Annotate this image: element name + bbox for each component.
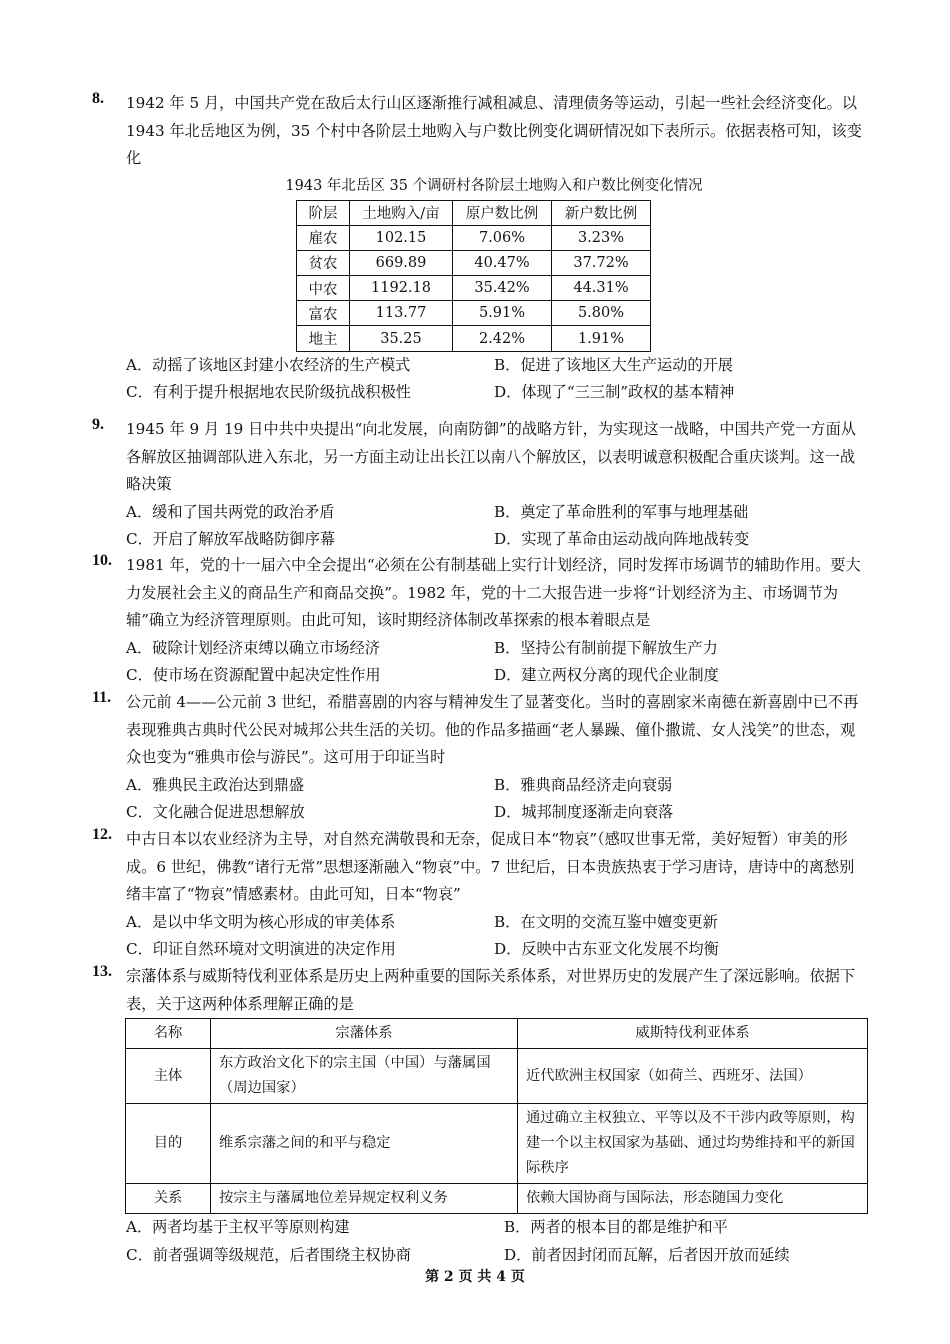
options: [126, 499, 862, 554]
table-cell: 113.77: [350, 301, 453, 326]
options: [126, 772, 862, 827]
question-number: 10.: [92, 552, 112, 569]
table-row: [126, 1184, 868, 1214]
table-row: [297, 301, 651, 326]
options: [126, 352, 862, 407]
option-a[interactable]: A．破除计划经济束缚以确立市场经济: [126, 638, 380, 657]
option-c[interactable]: C．文化融合促进思想解放: [126, 803, 305, 821]
question-text: 1945 年 9 月 19 日中共中央提出“向北发展，向南防御”的战略方针，为实现这一战略，中国共产党一方面从各解放区抽调部队进入东北，另一方面主动让出长江以南八个解放区，以表明诚意积极配合重庆谈判。这一战略决策: [126, 420, 856, 493]
table-cell: 通过确立主权独立、平等以及不干涉内政等原则，构建一个以主权国家为基础、通过均势维持和平的新国际秩序: [518, 1104, 868, 1184]
question-8: [92, 90, 862, 407]
option-c[interactable]: C．有利于提升根据地农民阶级抗战积极性: [126, 383, 411, 402]
table-cell: 35.25: [350, 326, 453, 351]
table-cell: 富农: [297, 301, 350, 326]
question-text: 公元前 4——公元前 3 世纪，希腊喜剧的内容与精神发生了显著变化。当时的喜剧家米南德在新喜剧中已不再表现雅典古典时代公民对城邦公共生活的关切。他的作品多描画“老人暴躁、僮仆撒谎、女人浅笑”的世态，观众也变为“雅典市侩与游民”。这可用于印证当时: [126, 693, 859, 766]
question-13: [92, 963, 882, 1269]
question-number: 12.: [92, 826, 112, 843]
option-d[interactable]: D．城邦制度逐渐走向衰落: [494, 803, 674, 821]
table-header-cell: 名称: [126, 1019, 211, 1049]
table-header-row: [126, 1019, 868, 1049]
table-cell: 102.15: [350, 225, 453, 250]
option-a[interactable]: A．两者均基于主权平等原则构建: [126, 1218, 350, 1236]
option-d[interactable]: D．建立两权分离的现代企业制度: [494, 666, 719, 684]
table-cell: 35.42%: [453, 276, 552, 301]
table-cell: 669.89: [350, 250, 453, 275]
option-c[interactable]: C．开启了解放军战略防御序幕: [126, 530, 336, 548]
table-row: [297, 276, 651, 301]
option-a[interactable]: A．缓和了国共两党的政治矛盾: [126, 502, 335, 521]
options: [126, 1214, 882, 1269]
table-cell: 1.91%: [552, 326, 651, 351]
table-header-row: [297, 200, 651, 225]
table-cell: 中农: [297, 276, 350, 301]
table-cell: 依赖大国协商与国际法，形态随国力变化: [518, 1184, 868, 1214]
option-b[interactable]: B．在文明的交流互鉴中嬗变更新: [494, 912, 718, 931]
table-cell: 近代欧洲主权国家（如荷兰、西班牙、法国）: [518, 1049, 868, 1104]
question-11: [92, 689, 862, 827]
option-b[interactable]: B．雅典商品经济走向衰弱: [494, 775, 673, 794]
option-a[interactable]: A．雅典民主政治达到鼎盛: [126, 775, 305, 794]
table-cell: 关系: [126, 1184, 211, 1214]
question-9: [92, 416, 862, 554]
question-number: 13.: [92, 963, 112, 980]
table-header-cell: 原户数比例: [453, 200, 552, 225]
question-12: [92, 826, 862, 964]
table-cell: 维系宗藩之间的和平与稳定: [211, 1104, 518, 1184]
table-row: [297, 326, 651, 351]
question-text: 中古日本以农业经济为主导，对自然充满敬畏和无奈，促成日本“物哀”（感叹世事无常，美好短暂）审美的形成。6 世纪，佛教“诸行无常”思想逐渐融入“物哀”中。7 世纪后，日本贵族热衷于学习唐诗，唐诗中的离愁别绪丰富了“物哀”情感素材。由此可知，日本“物哀”: [126, 830, 855, 903]
table-cell: 1192.18: [350, 276, 453, 301]
table-caption: 1943 年北岳区 35 个调研村各阶层土地购入和户数比例变化情况: [285, 177, 703, 194]
question-text: 1981 年，党的十一届六中全会提出“必须在公有制基础上实行计划经济，同时发挥市场调节的辅助作用。要大力发展社会主义的商品生产和商品交换”。1982 年，党的十二大报告进一步将“计划经济为主、市场调节为辅”确立为经济管理原则。由此可知，该时期经济体制改革探索的根本着眼点是: [126, 556, 861, 629]
table-cell: 贫农: [297, 250, 350, 275]
option-a[interactable]: A．动摇了该地区封建小农经济的生产模式: [126, 355, 411, 374]
table-cell: 40.47%: [453, 250, 552, 275]
table-header-cell: 宗藩体系: [211, 1019, 518, 1049]
table-cell: 主体: [126, 1049, 211, 1104]
table-cell: 地主: [297, 326, 350, 351]
table-cell: 44.31%: [552, 276, 651, 301]
table-cell: 按宗主与藩属地位差异规定权利义务: [211, 1184, 518, 1214]
table-cell: 7.06%: [453, 225, 552, 250]
question-number: 9.: [92, 416, 104, 433]
table-cell: 目的: [126, 1104, 211, 1184]
table-row: [126, 1049, 868, 1104]
option-d[interactable]: D．反映中古东亚文化发展不均衡: [494, 940, 719, 958]
options: [126, 635, 862, 690]
options: [126, 909, 862, 964]
option-d[interactable]: D．实现了革命由运动战向阵地战转变: [494, 530, 750, 548]
question-number: 11.: [92, 689, 112, 706]
table-cell: 5.80%: [552, 301, 651, 326]
table-header-cell: 新户数比例: [552, 200, 651, 225]
table-cell: 37.72%: [552, 250, 651, 275]
table-cell: 2.42%: [453, 326, 552, 351]
option-b[interactable]: B．奠定了革命胜利的军事与地理基础: [494, 502, 749, 521]
option-c[interactable]: C．使市场在资源配置中起决定性作用: [126, 666, 381, 684]
table-header-cell: 土地购入/亩: [350, 200, 453, 225]
option-c[interactable]: C．前者强调等级规范，后者围绕主权协商: [126, 1245, 411, 1264]
table-row: [297, 225, 651, 250]
question-10: [92, 552, 862, 690]
option-b[interactable]: B．坚持公有制前提下解放生产力: [494, 638, 718, 657]
page-footer: 第 2 页 共 4 页: [425, 1269, 525, 1285]
table-row: [126, 1104, 868, 1184]
option-d[interactable]: D．前者因封闭而瓦解，后者因开放而延续: [504, 1245, 790, 1264]
option-a[interactable]: A．是以中华文明为核心形成的审美体系: [126, 912, 396, 931]
table-header-cell: 威斯特伐利亚体系: [518, 1019, 868, 1049]
option-d[interactable]: D．体现了“三三制”政权的基本精神: [494, 383, 735, 402]
option-b[interactable]: B．促进了该地区大生产运动的开展: [494, 355, 733, 374]
table-cell: 雇农: [297, 225, 350, 250]
question-number: 8.: [92, 90, 104, 107]
land-table: [296, 200, 651, 352]
table-row: [297, 250, 651, 275]
question-text: 1942 年 5 月，中国共产党在敌后太行山区逐渐推行减租减息、清理债务等运动，引起一些社会经济变化。以 1943 年北岳地区为例，35 个村中各阶层土地购入与户数比例变化调研情况如下表所示。依据表格可知，该变化: [126, 94, 862, 167]
table-cell: 5.91%: [453, 301, 552, 326]
question-text: 宗藩体系与威斯特伐利亚体系是历史上两种重要的国际关系体系，对世界历史的发展产生了深远影响。依据下表，关于这两种体系理解正确的是: [126, 967, 855, 1013]
table-header-cell: 阶层: [297, 200, 350, 225]
option-c[interactable]: C．印证自然环境对文明演进的决定作用: [126, 940, 396, 958]
systems-table: [125, 1018, 868, 1214]
table-cell: 3.23%: [552, 225, 651, 250]
table-cell: 东方政治文化下的宗主国（中国）与藩属国（周边国家）: [211, 1049, 518, 1104]
option-b[interactable]: B．两者的根本目的都是维护和平: [504, 1218, 728, 1236]
